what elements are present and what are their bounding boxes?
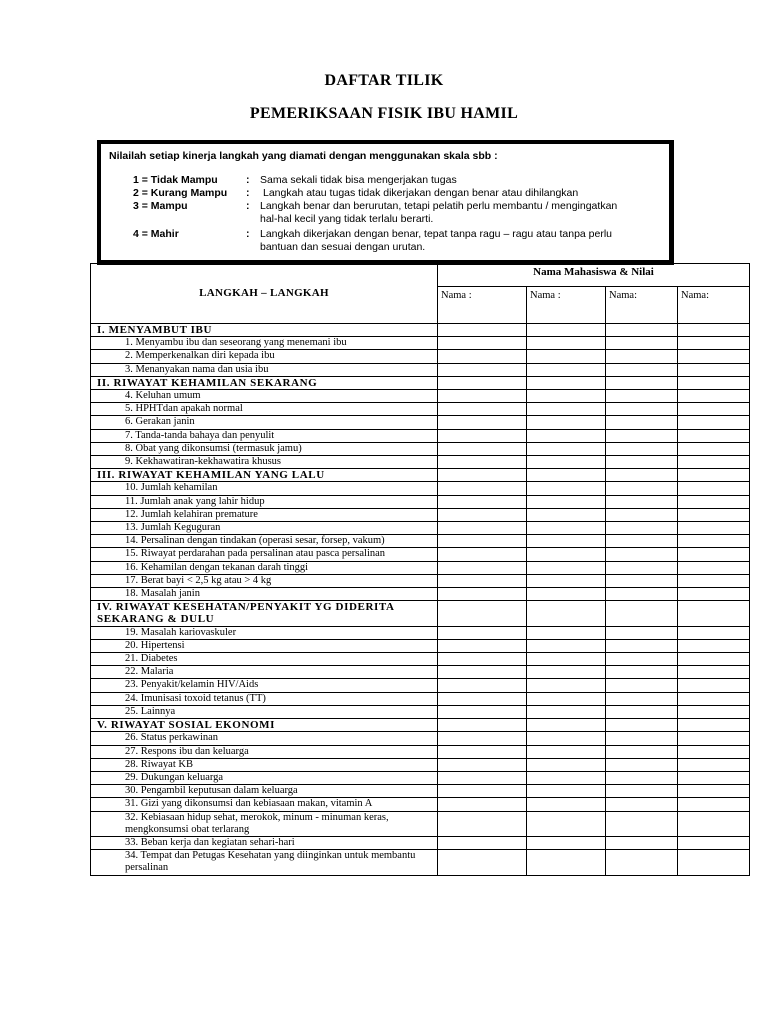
table-row	[91, 548, 750, 561]
step-label: 31. Gizi yang dikonsumsi dan kebiasaan makan, vitamin A	[91, 798, 438, 811]
score-cell[interactable]	[678, 798, 750, 811]
score-cell[interactable]	[527, 337, 606, 350]
score-cell[interactable]	[606, 692, 678, 705]
table-row	[91, 798, 750, 811]
table-row	[91, 639, 750, 652]
score-cell[interactable]	[678, 850, 750, 875]
score-cell[interactable]	[606, 469, 678, 482]
section-heading: V. RIWAYAT SOSIAL EKONOMI	[91, 719, 438, 732]
score-cell[interactable]	[678, 508, 750, 521]
score-cell[interactable]	[606, 324, 678, 337]
table-row	[91, 363, 750, 376]
score-cell[interactable]	[527, 811, 606, 836]
step-label: 17. Berat bayi < 2,5 kg atau > 4 kg	[91, 574, 438, 587]
step-label: 8. Obat yang dikonsumsi (termasuk jamu)	[91, 442, 438, 455]
score-cell[interactable]	[606, 337, 678, 350]
table-row	[91, 626, 750, 639]
score-cell[interactable]	[438, 692, 527, 705]
score-cell[interactable]	[438, 745, 527, 758]
table-row	[91, 508, 750, 521]
score-cell[interactable]	[438, 601, 527, 626]
score-cell[interactable]	[527, 561, 606, 574]
scale-level-label: 3 = Mampu	[133, 200, 188, 212]
score-cell[interactable]	[438, 416, 527, 429]
score-cell[interactable]	[678, 758, 750, 771]
step-label: 18. Masalah janin	[91, 588, 438, 601]
score-cell[interactable]	[606, 350, 678, 363]
score-cell[interactable]	[438, 679, 527, 692]
table-row	[91, 653, 750, 666]
scale-colon: :	[246, 174, 250, 186]
table-row	[91, 588, 750, 601]
score-cell[interactable]	[527, 626, 606, 639]
score-cell[interactable]	[678, 456, 750, 469]
step-label: 9. Kekhawatiran-kekhawatira khusus	[91, 456, 438, 469]
header-langkah: LANGKAH – LANGKAH	[91, 264, 438, 324]
table-row	[91, 692, 750, 705]
score-cell[interactable]	[678, 495, 750, 508]
score-cell[interactable]	[606, 456, 678, 469]
score-cell[interactable]	[527, 363, 606, 376]
scale-level-label: 2 = Kurang Mampu	[133, 187, 228, 199]
score-cell[interactable]	[678, 639, 750, 652]
score-cell[interactable]	[678, 785, 750, 798]
document-subtitle: PEMERIKSAAN FISIK IBU HAMIL	[249, 105, 519, 122]
step-label: 25. Lainnya	[91, 705, 438, 718]
table-row	[91, 745, 750, 758]
score-cell[interactable]	[527, 376, 606, 389]
score-cell[interactable]	[678, 588, 750, 601]
section-heading: III. RIWAYAT KEHAMILAN YANG LALU	[91, 469, 438, 482]
scale-intro: Nilailah setiap kinerja langkah yang diamati dengan menggunakan skala sbb :	[109, 150, 498, 162]
score-cell[interactable]	[606, 522, 678, 535]
step-label: 34. Tempat dan Petugas Kesehatan yang diinginkan untuk membantu persalinan	[91, 850, 438, 875]
score-cell[interactable]	[438, 363, 527, 376]
scale-colon: :	[246, 228, 250, 240]
score-cell[interactable]	[606, 416, 678, 429]
score-cell[interactable]	[527, 469, 606, 482]
header-nama-mahasiswa: Nama Mahasiswa & Nilai	[438, 264, 750, 287]
score-cell[interactable]	[527, 719, 606, 732]
step-label: 19. Masalah kariovaskuler	[91, 626, 438, 639]
score-cell[interactable]	[678, 666, 750, 679]
score-cell[interactable]	[527, 705, 606, 718]
score-cell[interactable]	[678, 653, 750, 666]
header-nama-4: Nama:	[678, 287, 750, 324]
score-cell[interactable]	[678, 626, 750, 639]
score-cell[interactable]	[606, 732, 678, 745]
score-cell[interactable]	[527, 495, 606, 508]
score-cell[interactable]	[678, 679, 750, 692]
table-row	[91, 495, 750, 508]
score-cell[interactable]	[606, 705, 678, 718]
score-cell[interactable]	[438, 456, 527, 469]
section-row	[91, 324, 750, 337]
score-cell[interactable]	[438, 442, 527, 455]
score-cell[interactable]	[527, 798, 606, 811]
score-cell[interactable]	[678, 522, 750, 535]
score-cell[interactable]	[606, 429, 678, 442]
score-cell[interactable]	[527, 692, 606, 705]
score-cell[interactable]	[438, 337, 527, 350]
table-row	[91, 482, 750, 495]
score-cell[interactable]	[606, 601, 678, 626]
score-cell[interactable]	[606, 836, 678, 849]
table-row	[91, 535, 750, 548]
score-cell[interactable]	[678, 574, 750, 587]
score-cell[interactable]	[606, 811, 678, 836]
score-cell[interactable]	[678, 363, 750, 376]
step-label: 30. Pengambil keputusan dalam keluarga	[91, 785, 438, 798]
score-cell[interactable]	[438, 771, 527, 784]
header-nama-1: Nama :	[438, 287, 527, 324]
step-label: 5. HPHTdan apakah normal	[91, 403, 438, 416]
step-label: 13. Jumlah Keguguran	[91, 522, 438, 535]
score-cell[interactable]	[678, 337, 750, 350]
score-cell[interactable]	[527, 758, 606, 771]
score-cell[interactable]	[606, 495, 678, 508]
step-label: 2. Memperkenalkan diri kepada ibu	[91, 350, 438, 363]
score-cell[interactable]	[527, 535, 606, 548]
score-cell[interactable]	[527, 601, 606, 626]
score-cell[interactable]	[606, 745, 678, 758]
score-cell[interactable]	[438, 785, 527, 798]
scale-level-desc: Sama sekali tidak bisa mengerjakan tugas	[260, 174, 457, 186]
score-cell[interactable]	[606, 442, 678, 455]
score-cell[interactable]	[527, 442, 606, 455]
score-cell[interactable]	[606, 588, 678, 601]
score-cell[interactable]	[606, 482, 678, 495]
score-cell[interactable]	[678, 811, 750, 836]
step-label: 3. Menanyakan nama dan usia ibu	[91, 363, 438, 376]
score-cell[interactable]	[438, 653, 527, 666]
score-cell[interactable]	[606, 771, 678, 784]
score-cell[interactable]	[678, 429, 750, 442]
score-cell[interactable]	[438, 376, 527, 389]
score-cell[interactable]	[678, 469, 750, 482]
scale-level-desc: Langkah dikerjakan dengan benar, tepat tanpa ragu – ragu atau tanpa perlu bantuan dan sesuai dengan urutan.	[260, 228, 613, 253]
score-cell[interactable]	[438, 626, 527, 639]
scale-level-label: 1 = Tidak Mampu	[133, 174, 218, 186]
step-label: 26. Status perkawinan	[91, 732, 438, 745]
score-cell[interactable]	[678, 771, 750, 784]
section-row	[91, 469, 750, 482]
score-cell[interactable]	[606, 535, 678, 548]
score-cell[interactable]	[678, 719, 750, 732]
document-title: DAFTAR TILIK	[324, 72, 444, 89]
score-cell[interactable]	[438, 588, 527, 601]
score-cell[interactable]	[438, 758, 527, 771]
step-label: 14. Persalinan dengan tindakan (operasi sesar, forsep, vakum)	[91, 535, 438, 548]
step-label: 10. Jumlah kehamilan	[91, 482, 438, 495]
score-cell[interactable]	[678, 324, 750, 337]
score-cell[interactable]	[606, 626, 678, 639]
score-cell[interactable]	[438, 469, 527, 482]
score-cell[interactable]	[527, 416, 606, 429]
score-cell[interactable]	[438, 836, 527, 849]
score-cell[interactable]	[438, 508, 527, 521]
step-label: 21. Diabetes	[91, 653, 438, 666]
score-cell[interactable]	[678, 482, 750, 495]
score-cell[interactable]	[606, 798, 678, 811]
score-cell[interactable]	[606, 390, 678, 403]
score-cell[interactable]	[606, 508, 678, 521]
scale-colon: :	[246, 187, 250, 199]
score-cell[interactable]	[527, 456, 606, 469]
score-cell[interactable]	[527, 482, 606, 495]
score-cell[interactable]	[527, 666, 606, 679]
score-cell[interactable]	[438, 548, 527, 561]
table-row	[91, 758, 750, 771]
table-row	[91, 350, 750, 363]
table-row	[91, 771, 750, 784]
score-cell[interactable]	[527, 679, 606, 692]
step-label: 33. Beban kerja dan kegiatan sehari-hari	[91, 836, 438, 849]
score-cell[interactable]	[438, 561, 527, 574]
score-cell[interactable]	[606, 785, 678, 798]
score-cell[interactable]	[438, 535, 527, 548]
score-cell[interactable]	[678, 535, 750, 548]
table-row	[91, 811, 750, 836]
score-cell[interactable]	[606, 653, 678, 666]
score-cell[interactable]	[527, 548, 606, 561]
score-cell[interactable]	[438, 850, 527, 875]
score-cell[interactable]	[527, 745, 606, 758]
score-cell[interactable]	[438, 705, 527, 718]
score-cell[interactable]	[527, 508, 606, 521]
table-row	[91, 390, 750, 403]
score-cell[interactable]	[606, 376, 678, 389]
score-cell[interactable]	[438, 522, 527, 535]
score-cell[interactable]	[527, 653, 606, 666]
step-label: 16. Kehamilan dengan tekanan darah tinggi	[91, 561, 438, 574]
score-cell[interactable]	[438, 429, 527, 442]
checklist-table	[90, 263, 750, 876]
score-cell[interactable]	[438, 390, 527, 403]
score-cell[interactable]	[438, 403, 527, 416]
step-label: 11. Jumlah anak yang lahir hidup	[91, 495, 438, 508]
score-cell[interactable]	[438, 719, 527, 732]
table-row	[91, 522, 750, 535]
score-cell[interactable]	[438, 495, 527, 508]
table-row	[91, 850, 750, 875]
score-cell[interactable]	[527, 522, 606, 535]
step-label: 24. Imunisasi toxoid tetanus (TT)	[91, 692, 438, 705]
step-label: 4. Keluhan umum	[91, 390, 438, 403]
section-heading: I. MENYAMBUT IBU	[91, 324, 438, 337]
scale-level-desc: Langkah atau tugas tidak dikerjakan dengan benar atau dihilangkan	[263, 187, 579, 199]
score-cell[interactable]	[527, 850, 606, 875]
table-row	[91, 732, 750, 745]
score-cell[interactable]	[527, 785, 606, 798]
score-cell[interactable]	[606, 758, 678, 771]
table-row	[91, 416, 750, 429]
table-row	[91, 429, 750, 442]
step-label: 20. Hipertensi	[91, 639, 438, 652]
section-row	[91, 601, 750, 626]
score-cell[interactable]	[438, 732, 527, 745]
table-row	[91, 705, 750, 718]
score-cell[interactable]	[527, 350, 606, 363]
score-cell[interactable]	[678, 350, 750, 363]
score-cell[interactable]	[678, 442, 750, 455]
score-cell[interactable]	[678, 692, 750, 705]
score-cell[interactable]	[678, 836, 750, 849]
score-cell[interactable]	[438, 811, 527, 836]
table-row	[91, 403, 750, 416]
score-cell[interactable]	[527, 639, 606, 652]
section-row	[91, 719, 750, 732]
section-row	[91, 376, 750, 389]
score-cell[interactable]	[527, 732, 606, 745]
table-row	[91, 561, 750, 574]
table-row	[91, 836, 750, 849]
score-cell[interactable]	[527, 390, 606, 403]
step-label: 32. Kebiasaan hidup sehat, merokok, minum - minuman keras, mengkonsumsi obat terlarang	[91, 811, 438, 836]
score-cell[interactable]	[527, 588, 606, 601]
score-cell[interactable]	[527, 403, 606, 416]
score-cell[interactable]	[606, 666, 678, 679]
score-cell[interactable]	[606, 403, 678, 416]
score-cell[interactable]	[606, 850, 678, 875]
score-cell[interactable]	[527, 429, 606, 442]
score-cell[interactable]	[527, 574, 606, 587]
score-cell[interactable]	[438, 639, 527, 652]
score-cell[interactable]	[606, 363, 678, 376]
score-cell[interactable]	[678, 745, 750, 758]
score-cell[interactable]	[606, 574, 678, 587]
score-cell[interactable]	[527, 324, 606, 337]
table-row	[91, 574, 750, 587]
section-heading: IV. RIWAYAT KESEHATAN/PENYAKIT YG DIDERITA SEKARANG & DULU	[91, 601, 438, 626]
table-row	[91, 456, 750, 469]
step-label: 7. Tanda-tanda bahaya dan penyulit	[91, 429, 438, 442]
score-cell[interactable]	[678, 561, 750, 574]
step-label: 28. Riwayat KB	[91, 758, 438, 771]
step-label: 12. Jumlah kelahiran premature	[91, 508, 438, 521]
score-cell[interactable]	[438, 482, 527, 495]
scale-level-label: 4 = Mahir	[133, 228, 179, 240]
score-cell[interactable]	[438, 350, 527, 363]
step-label: 22. Malaria	[91, 666, 438, 679]
scale-level-desc: Langkah benar dan berurutan, tetapi pelatih perlu membantu / mengingatkan hal-hal kecil yang tidak terlalu berarti.	[260, 200, 618, 225]
step-label: 29. Dukungan keluarga	[91, 771, 438, 784]
scale-colon: :	[246, 200, 250, 212]
score-cell[interactable]	[606, 639, 678, 652]
table-row	[91, 666, 750, 679]
score-cell[interactable]	[678, 732, 750, 745]
score-cell[interactable]	[678, 548, 750, 561]
table-row	[91, 785, 750, 798]
score-cell[interactable]	[606, 548, 678, 561]
step-label: 27. Respons ibu dan keluarga	[91, 745, 438, 758]
step-label: 15. Riwayat perdarahan pada persalinan atau pasca persalinan	[91, 548, 438, 561]
score-cell[interactable]	[678, 601, 750, 626]
step-label: 23. Penyakit/kelamin HIV/Aids	[91, 679, 438, 692]
header-nama-2: Nama :	[527, 287, 606, 324]
score-cell[interactable]	[678, 403, 750, 416]
score-cell[interactable]	[678, 390, 750, 403]
score-cell[interactable]	[606, 561, 678, 574]
table-row	[91, 679, 750, 692]
score-cell[interactable]	[678, 705, 750, 718]
score-cell[interactable]	[438, 666, 527, 679]
step-label: 1. Menyambu ibu dan seseorang yang menemani ibu	[91, 337, 438, 350]
score-cell[interactable]	[606, 719, 678, 732]
score-cell[interactable]	[527, 771, 606, 784]
score-cell[interactable]	[438, 798, 527, 811]
table-row	[91, 337, 750, 350]
score-cell[interactable]	[606, 679, 678, 692]
step-label: 6. Gerakan janin	[91, 416, 438, 429]
score-cell[interactable]	[438, 324, 527, 337]
rating-scale-box	[97, 140, 674, 265]
header-nama-3: Nama:	[606, 287, 678, 324]
score-cell[interactable]	[527, 836, 606, 849]
score-cell[interactable]	[678, 376, 750, 389]
score-cell[interactable]	[438, 574, 527, 587]
score-cell[interactable]	[678, 416, 750, 429]
table-row	[91, 442, 750, 455]
section-heading: II. RIWAYAT KEHAMILAN SEKARANG	[91, 376, 438, 389]
